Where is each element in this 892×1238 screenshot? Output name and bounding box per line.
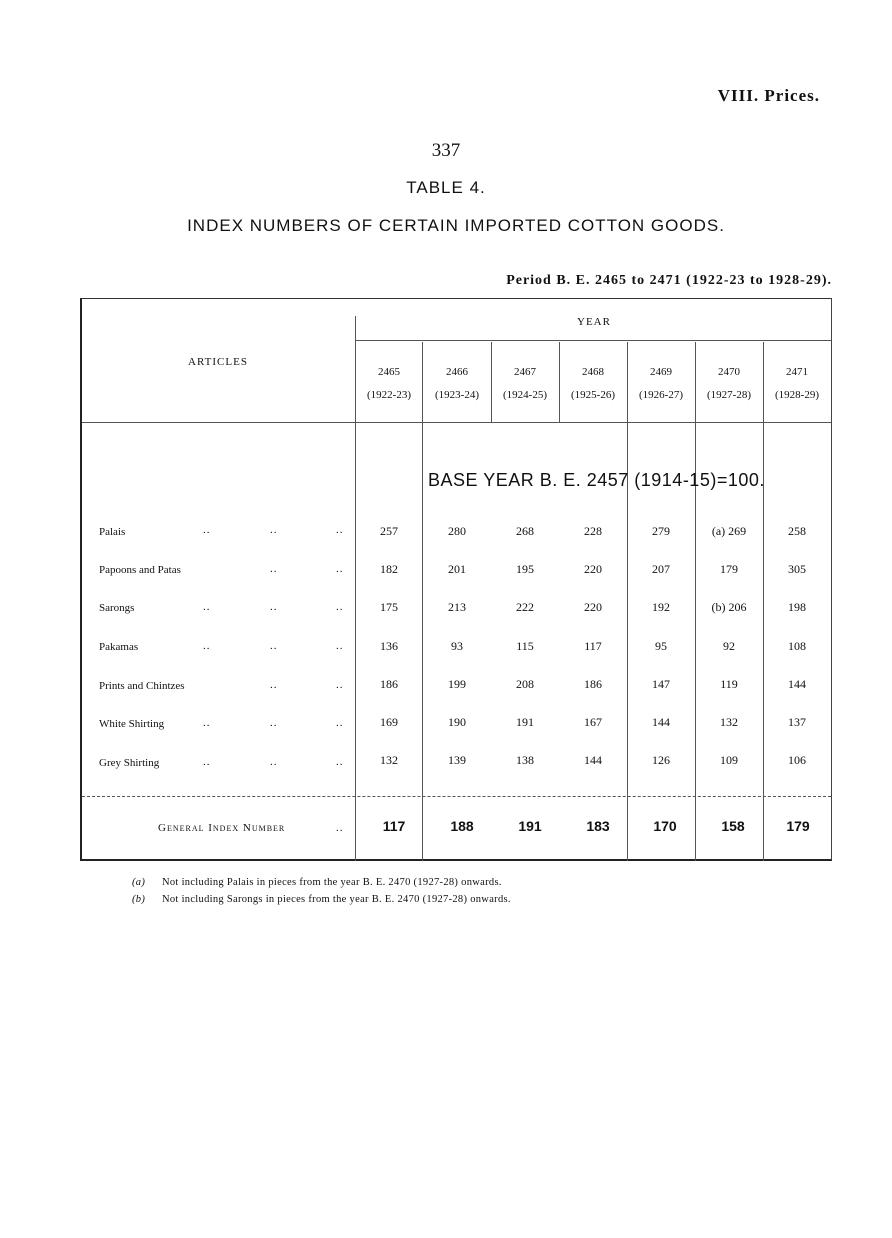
- leader-dots: ..: [203, 524, 211, 536]
- table-cell: 279: [652, 524, 670, 538]
- footnote-mark: (a): [132, 877, 146, 888]
- table-cell: 280: [448, 524, 466, 538]
- table-cell: 137: [788, 715, 806, 729]
- table-cell: 199: [448, 677, 466, 691]
- year-be: 2466: [446, 366, 468, 378]
- table-cell: 268: [516, 524, 534, 538]
- table-cell: 93: [451, 639, 463, 653]
- table-cell: 192: [652, 600, 670, 614]
- table-cell: 198: [788, 600, 806, 614]
- leader-dots: ..: [270, 563, 278, 575]
- leader-dots: ..: [270, 601, 278, 613]
- general-index-cell: 191: [518, 818, 542, 834]
- table-cell: 186: [380, 677, 398, 691]
- article-label: White Shirting: [99, 718, 165, 730]
- period-line: Period B. E. 2465 to 2471 (1922-23 to 1928-29).: [506, 273, 832, 288]
- leader-dots: ..: [203, 756, 211, 768]
- year-be: 2471: [786, 366, 808, 378]
- leader-dots: ..: [270, 717, 278, 729]
- table-cell: 186: [584, 677, 602, 691]
- footnote: [132, 894, 511, 905]
- year-be: 2468: [582, 366, 604, 378]
- page-number: 337: [431, 140, 461, 161]
- table-cell: 95: [655, 639, 667, 653]
- table-cell: 136: [380, 639, 398, 653]
- leader-dots: ..: [336, 640, 344, 652]
- table-cell: 119: [720, 677, 738, 691]
- year-be: 2465: [378, 366, 400, 378]
- footnote-text: Not including Sarongs in pieces from the year B. E. 2470 (1927-28) onwards.: [162, 894, 511, 905]
- article-label: Papoons and Patas: [99, 564, 181, 576]
- table-cell: (a) 269: [711, 524, 747, 538]
- column-rule: [491, 342, 492, 422]
- leader-dots: ..: [336, 679, 344, 691]
- total-rule: [82, 796, 831, 797]
- article-label: Sarongs: [99, 602, 135, 614]
- column-rule: [695, 342, 696, 861]
- table-cell: 139: [448, 753, 466, 767]
- index-table: [80, 298, 832, 861]
- table-cell: 109: [720, 753, 738, 767]
- table-cell: 208: [516, 677, 534, 691]
- table-cell: 207: [652, 562, 670, 576]
- general-index-label: General Index Number: [158, 822, 286, 834]
- column-rule: [422, 342, 423, 861]
- footnote: [132, 877, 502, 888]
- base-year-note: BASE YEAR B. E. 2457 (1914-15)=100.: [428, 470, 765, 490]
- general-index-cell: 170: [653, 818, 677, 834]
- leader-dots: ..: [336, 717, 344, 729]
- table-cell: 222: [516, 600, 534, 614]
- article-label: Grey Shirting: [99, 757, 160, 769]
- header-bottom-rule: [82, 422, 831, 423]
- table-cell: 126: [652, 753, 670, 767]
- article-label: Palais: [99, 526, 126, 538]
- table-cell: 144: [584, 753, 602, 767]
- table-cell: 228: [584, 524, 602, 538]
- year-be: 2469: [650, 366, 672, 378]
- table-cell: 220: [584, 562, 602, 576]
- general-index-cell: 183: [586, 818, 610, 834]
- table-label: TABLE 4.: [406, 178, 486, 197]
- year-ce: (1928-29): [775, 389, 819, 401]
- table-cell: 175: [380, 600, 398, 614]
- leader-dots: ..: [336, 601, 344, 613]
- table-cell: 132: [380, 753, 398, 767]
- general-index-cell: 117: [382, 818, 406, 834]
- table-cell: 201: [448, 562, 466, 576]
- table-cell: 115: [516, 639, 534, 653]
- year-header: YEAR: [577, 316, 611, 328]
- year-ce: (1923-24): [435, 389, 479, 401]
- table-cell: 191: [516, 715, 534, 729]
- table-cell: 117: [584, 639, 602, 653]
- table-cell: 190: [448, 715, 466, 729]
- table-cell: (b) 206: [711, 600, 747, 614]
- year-be: 2470: [718, 366, 740, 378]
- table-cell: 147: [652, 677, 670, 691]
- table-cell: 220: [584, 600, 602, 614]
- table-cell: 258: [788, 524, 806, 538]
- column-rule: [559, 342, 560, 422]
- table-title: INDEX NUMBERS OF CERTAIN IMPORTED COTTON GOODS.: [187, 216, 725, 235]
- article-label: Pakamas: [99, 641, 139, 653]
- table-cell: 169: [380, 715, 398, 729]
- year-ce: (1926-27): [639, 389, 683, 401]
- year-ce: (1922-23): [367, 389, 411, 401]
- table-cell: 182: [380, 562, 398, 576]
- leader-dots: ..: [203, 717, 211, 729]
- column-rule: [763, 342, 764, 861]
- leader-dots: ..: [270, 524, 278, 536]
- table-cell: 167: [584, 715, 602, 729]
- footnote-text: Not including Palais in pieces from the year B. E. 2470 (1927-28) onwards.: [162, 877, 502, 888]
- year-rule: [355, 340, 831, 341]
- table-cell: 257: [380, 524, 398, 538]
- leader-dots: ..: [336, 524, 344, 536]
- articles-header: ARTICLES: [188, 356, 248, 368]
- year-ce: (1924-25): [503, 389, 547, 401]
- table-cell: 179: [720, 562, 738, 576]
- leader-dots: ..: [336, 756, 344, 768]
- leader-dots: ..: [270, 679, 278, 691]
- leader-dots: ..: [270, 756, 278, 768]
- leader-dots: ..: [203, 601, 211, 613]
- table-cell: 138: [516, 753, 534, 767]
- table-cell: 195: [516, 562, 534, 576]
- general-index-cell: 188: [450, 818, 474, 834]
- section-heading: VIII. Prices.: [717, 86, 820, 105]
- year-be: 2467: [514, 366, 536, 378]
- general-index-cell: 179: [786, 818, 810, 834]
- leader-dots: ..: [336, 563, 344, 575]
- footnote-mark: (b): [132, 894, 146, 905]
- year-ce: (1927-28): [707, 389, 751, 401]
- table-cell: 92: [723, 639, 735, 653]
- table-cell: 305: [788, 562, 806, 576]
- leader-dots: ..: [270, 640, 278, 652]
- table-cell: 106: [788, 753, 806, 767]
- column-rule: [627, 342, 628, 861]
- leader-dots: ..: [336, 822, 344, 834]
- leader-dots: ..: [203, 640, 211, 652]
- table-cell: 132: [720, 715, 738, 729]
- article-label: Prints and Chintzes: [99, 680, 185, 692]
- year-ce: (1925-26): [571, 389, 615, 401]
- table-cell: 144: [652, 715, 670, 729]
- table-cell: 108: [788, 639, 806, 653]
- table-cell: 213: [448, 600, 466, 614]
- table-cell: 144: [788, 677, 806, 691]
- general-index-cell: 158: [721, 818, 745, 834]
